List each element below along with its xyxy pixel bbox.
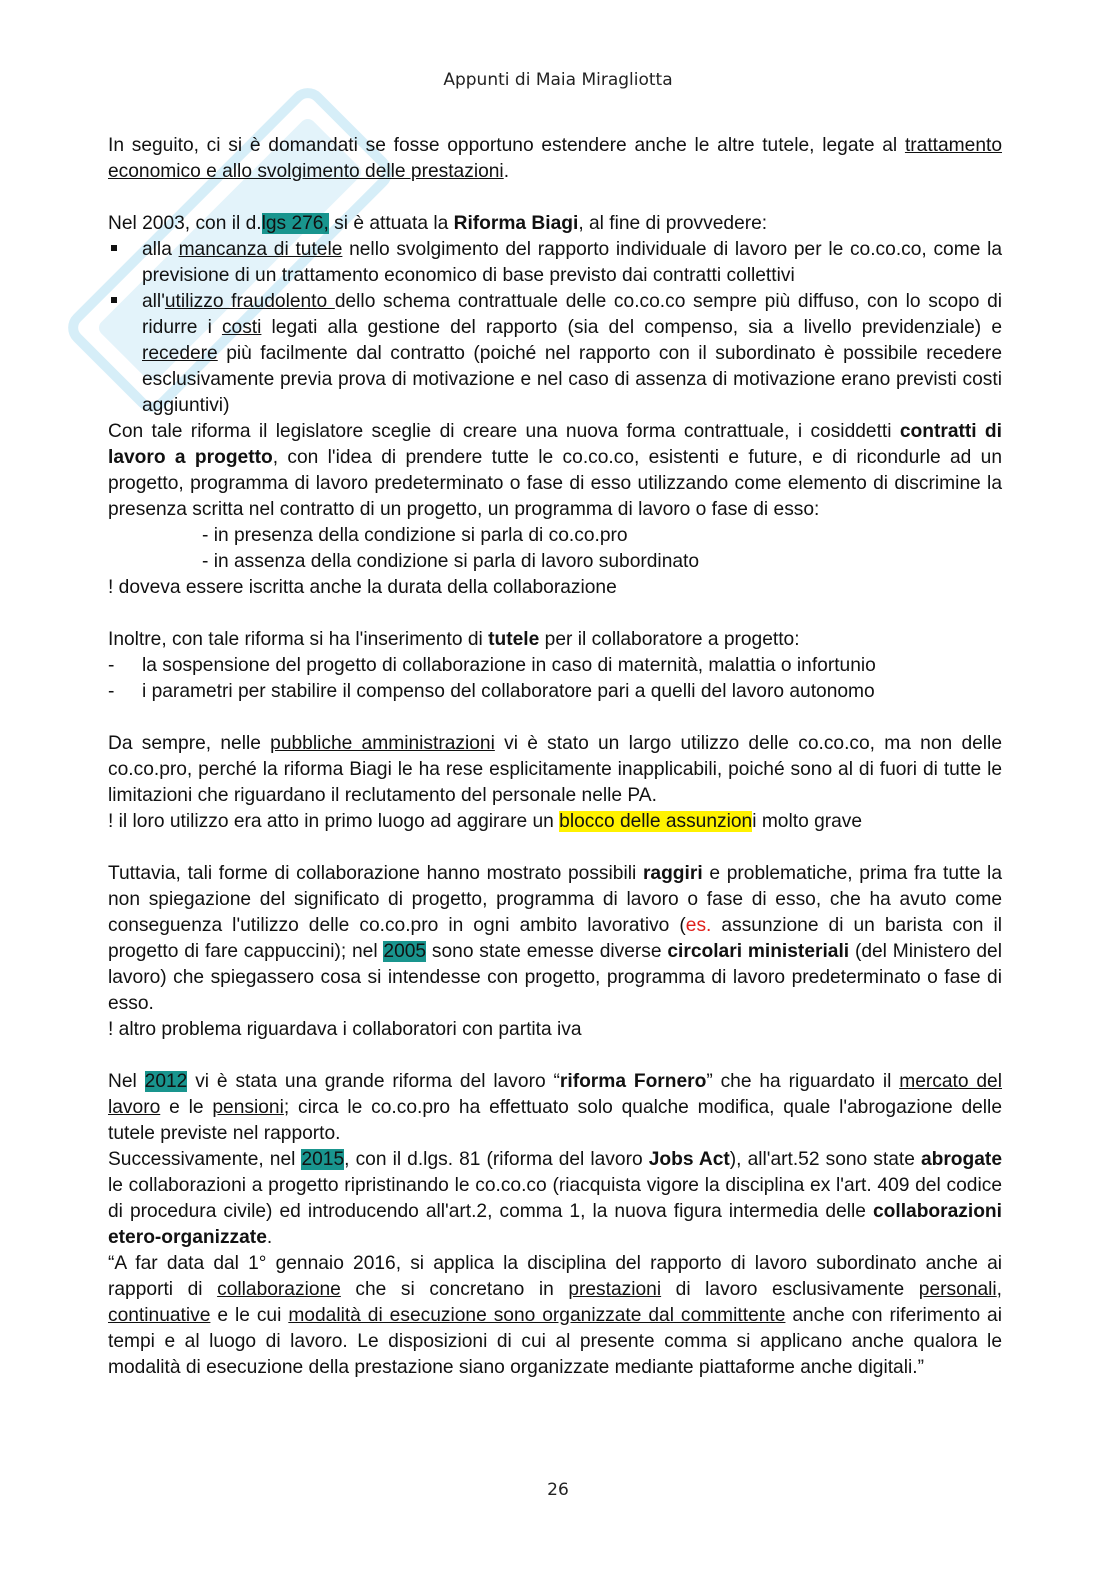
note-assunzioni: ! il loro utilizzo era atto in primo luogo ad aggirare un blocco delle assunzioni molto grave: [108, 811, 863, 832]
list-item: - la sospensione del progetto di collaborazione in caso di maternità, malattia o infortunio: [108, 655, 876, 676]
dash-item-assenza: - in assenza della condizione si parla di lavoro subordinato: [202, 551, 700, 572]
paragraph-contratti-progetto: Con tale riforma il legislatore sceglie di creare una nuova forma contrattuale, i cosiddetti contratti di lavoro a progetto, con l'idea di prendere tutte le co.co.co, esistenti e future, e di ricondurle ad un progetto, programma di lavoro predeterminato o fase di esso utilizzando come elemento di discrimine la presenza scritta nel contratto di un progetto, un programma di lavoro o fase di esso:: [108, 421, 1003, 520]
paragraph-tutele: Inoltre, con tale riforma si ha l'inserimento di tutele per il collaboratore a progetto:: [108, 629, 800, 650]
paragraph-pa: Da sempre, nelle pubbliche amministrazioni vi è stato un largo utilizzo delle co.co.co, ma non delle co.co.pro, perché la riforma Biagi le ha rese esplicitamente inapplicabili, poiché sono al di fuori di tutte le limitazioni che riguardano il reclutamento del personale nelle PA.: [108, 733, 1002, 806]
page-number: 26: [547, 1480, 569, 1500]
bullet-square-icon: [108, 289, 142, 419]
page-header: Appunti di Maia Miragliotta: [443, 70, 673, 90]
list-item: alla mancanza di tutele nello svolgimento del rapporto individuale di lavoro per le co.co.co, come la previsione di un trattamento economico di base previsto dai contratti collettivi: [108, 237, 1002, 289]
paragraph-jobs-act: Successivamente, nel 2015, con il d.lgs. 81 (riforma del lavoro Jobs Act), all'art.52 sono state abrogate le collaborazioni a progetto ripristinando le co.co.co (riacquista vigore la disciplina ex l'art. 409 del codice di procedura civile) ed introducendo all'art.2, comma 1, la nuova figura intermedia delle collaborazioni etero-organizzate.: [108, 1149, 1002, 1248]
list-item: - i parametri per stabilire il compenso del collaboratore pari a quelli del lavoro autonomo: [108, 681, 875, 702]
bullet-square-icon: [108, 237, 142, 289]
paragraph-citazione: “A far data dal 1° gennaio 2016, si applica la disciplina del rapporto di lavoro subordinato anche ai rapporti di collaborazione che si concretano in prestazioni di lavoro esclusivamente personali, continuative e le cui modalità di esecuzione sono organizzate dal committente anche con riferimento ai tempi e al luogo di lavoro. Le disposizioni di cui al presente comma si applicano anche qualora le modalità di esecuzione della prestazione siano organizzate mediante piattaforme anche digitali.”: [108, 1253, 1002, 1378]
note-partita-iva: ! altro problema riguardava i collaboratori con partita iva: [108, 1019, 582, 1040]
list-item: all'utilizzo fraudolento dello schema contrattuale delle co.co.co sempre più diffuso, con lo scopo di ridurre i costi legati alla gestione del rapporto (sia del compenso, sia a livello previdenziale) e recedere più facilmente dal contratto (poiché nel rapporto con il subordinato è possibile recedere esclusivamente previa prova di motivazione e nel caso di assenza di motivazione erano previsti costi aggiuntivi): [108, 289, 1002, 419]
document-body: [108, 133, 1002, 1381]
paragraph-intro: In seguito, ci si è domandati se fosse opportuno estendere anche le altre tutele, legate al trattamento economico e allo svolgimento delle prestazioni.: [108, 135, 1002, 182]
note-durata: ! doveva essere iscritta anche la durata della collaborazione: [108, 577, 617, 598]
paragraph-fornero: Nel 2012 vi è stata una grande riforma del lavoro “riforma Fornero” che ha riguardato il mercato del lavoro e le pensioni; circa le co.co.pro ha effettuato solo qualche modifica, quale l'abrogazione delle tutele previste nel rapporto.: [108, 1071, 1002, 1144]
paragraph-raggiri: Tuttavia, tali forme di collaborazione hanno mostrato possibili raggiri e problematiche, prima fra tutte la non spiegazione del significato di progetto, programma di lavoro o fase di esso, che ha avuto come conseguenza l'utilizzo delle co.co.pro in ogni ambito lavorativo (es. assunzione di un barista con il progetto di fare cappuccini); nel 2005 sono state emesse diverse circolari ministeriali (del Ministero del lavoro) che spiegassero cosa si intendesse con progetto, programma di lavoro predeterminato o fase di esso.: [108, 863, 1002, 1014]
dash-item-presenza: - in presenza della condizione si parla di co.co.pro: [202, 525, 628, 546]
paragraph-riforma-biagi: Nel 2003, con il d.lgs 276, si è attuata la Riforma Biagi, al fine di provvedere:: [108, 213, 768, 234]
